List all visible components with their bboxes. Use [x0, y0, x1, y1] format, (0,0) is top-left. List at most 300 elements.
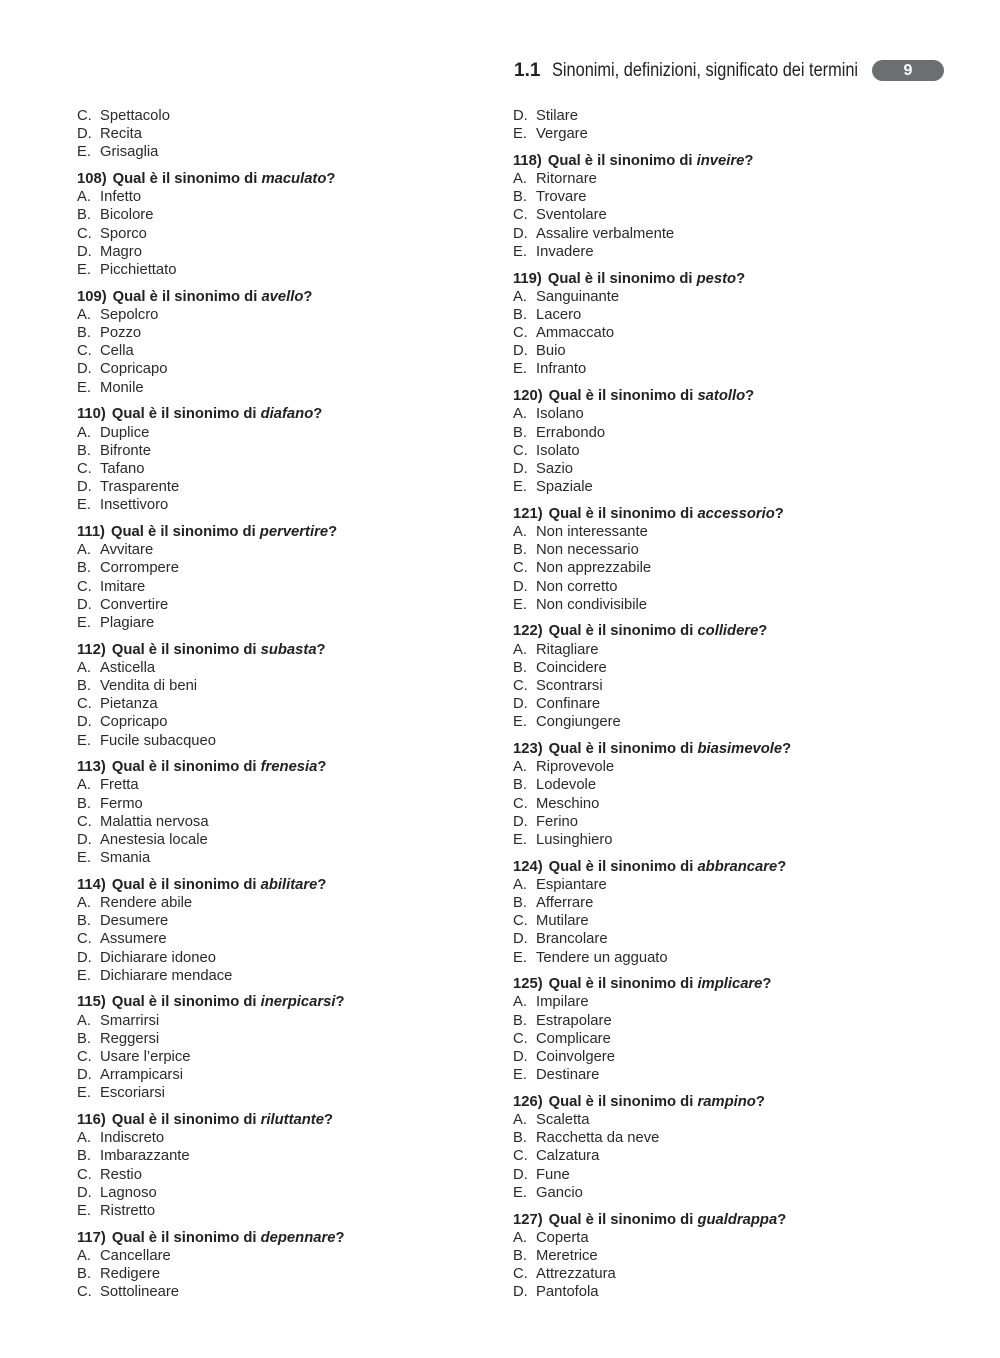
question-prompt: [77, 288, 477, 306]
option-letter: B.: [513, 895, 527, 911]
option-text: Confinare: [536, 696, 601, 713]
option-text: Reggersi: [100, 1030, 160, 1047]
option-letter: A.: [77, 1247, 91, 1264]
answer-option: [513, 795, 913, 813]
answer-option: [77, 478, 477, 496]
option-letter: A.: [513, 876, 527, 893]
option-text: Fermo: [100, 795, 143, 812]
question-prompt: [513, 975, 913, 993]
answer-option: [77, 143, 477, 161]
option-text: Sottolineare: [100, 1284, 179, 1301]
option-text: Mutilare: [536, 913, 589, 930]
answer-option: [77, 424, 477, 442]
option-text: Espiantare: [536, 876, 607, 893]
option-text: Usare l’erpice: [100, 1049, 191, 1065]
question-term: abilitare: [260, 876, 318, 893]
question-prompt: [513, 1211, 913, 1229]
question-prompt: [77, 993, 477, 1011]
answer-option: [513, 930, 913, 948]
option-letter: E.: [77, 850, 91, 867]
option-text: Cancellare: [100, 1247, 171, 1264]
question-number: 125): [513, 976, 543, 993]
question-mark: ?: [326, 171, 336, 188]
option-letter: D.: [513, 578, 528, 595]
option-letter: C.: [513, 677, 528, 694]
option-letter: E.: [513, 1184, 527, 1201]
question-term: pervertire: [259, 523, 329, 540]
option-letter: B.: [513, 1130, 527, 1147]
option-letter: B.: [77, 677, 91, 694]
question-mark: ?: [317, 876, 327, 893]
answer-option: [513, 1012, 913, 1030]
option-letter: A.: [513, 641, 527, 658]
option-letter: A.: [77, 424, 91, 441]
option-text: Isolano: [536, 406, 584, 423]
question-text: Qual è il sinonimo di: [111, 994, 261, 1011]
question-text: Qual è il sinonimo di: [111, 641, 261, 658]
question-term: inveire: [696, 152, 745, 169]
option-text: Coperta: [536, 1229, 589, 1246]
option-text: Bicolore: [100, 207, 154, 224]
option-letter: B.: [513, 306, 527, 323]
question-text: Qual è il sinonimo di: [112, 288, 262, 305]
option-letter: E.: [513, 243, 527, 260]
option-text: Congiungere: [536, 714, 621, 731]
question-term: diafano: [260, 406, 314, 423]
option-letter: C.: [77, 108, 92, 124]
option-text: Pantofola: [536, 1284, 599, 1301]
option-letter: B.: [513, 424, 527, 441]
answer-option: [77, 894, 477, 912]
answer-option: [77, 930, 477, 948]
answer-option: [77, 1066, 477, 1084]
answer-option: [513, 424, 913, 442]
option-letter: B.: [77, 1030, 91, 1047]
question-text: Qual è il sinonimo di: [548, 976, 698, 993]
option-letter: E.: [513, 1067, 527, 1084]
question-term: biasimevole: [697, 741, 783, 757]
option-letter: D.: [513, 696, 528, 713]
option-text: Assalire verbalmente: [536, 225, 675, 242]
answer-option: [77, 912, 477, 930]
option-text: Ferino: [536, 813, 578, 830]
answer-option: [513, 677, 913, 695]
answer-option: [513, 1166, 913, 1184]
option-text: Lusinghiero: [536, 831, 613, 848]
answer-option: [77, 1265, 477, 1283]
answer-option: [77, 967, 477, 985]
option-text: Lacero: [536, 306, 582, 323]
question-mark: ?: [777, 1211, 787, 1228]
answer-option: [77, 578, 477, 596]
question-number: 108): [77, 171, 107, 188]
answer-option: [77, 243, 477, 261]
option-text: Imitare: [100, 578, 146, 595]
option-letter: E.: [77, 1203, 91, 1219]
question-number: 120): [513, 388, 543, 405]
answer-option: [513, 206, 913, 224]
answer-option: [513, 1229, 913, 1247]
option-text: Dichiarare mendace: [100, 967, 233, 984]
option-text: Dichiarare idoneo: [100, 949, 216, 966]
option-letter: D.: [77, 714, 92, 731]
question-mark: ?: [744, 152, 754, 169]
answer-option: [77, 206, 477, 224]
option-text: Ristretto: [100, 1203, 156, 1219]
answer-option: [513, 1184, 913, 1202]
question-text: Qual è il sinonimo di: [547, 152, 697, 169]
option-letter: B.: [77, 207, 91, 224]
option-letter: D.: [77, 126, 92, 143]
option-text: Picchiettato: [100, 262, 177, 278]
question-text: Qual è il sinonimo di: [111, 1112, 261, 1129]
option-letter: A.: [513, 1112, 527, 1129]
option-text: Infetto: [100, 189, 142, 206]
question-number: 127): [513, 1211, 543, 1228]
answer-option: [77, 225, 477, 243]
option-letter: A.: [77, 189, 91, 206]
answer-option: [513, 1265, 913, 1283]
question-text: Qual è il sinonimo di: [111, 1229, 261, 1246]
question-mark: ?: [758, 623, 768, 640]
answer-option: [513, 1030, 913, 1048]
question-text: Qual è il sinonimo di: [548, 623, 698, 640]
option-letter: E.: [513, 479, 527, 496]
option-text: Copricapo: [100, 361, 168, 378]
question-mark: ?: [782, 741, 792, 757]
question-text: Qual è il sinonimo di: [111, 876, 261, 893]
option-letter: C.: [513, 913, 528, 930]
option-text: Riprovevole: [536, 759, 615, 776]
answer-option: [77, 949, 477, 967]
option-text: Avvitare: [100, 542, 154, 559]
answer-option: [513, 596, 913, 614]
answer-option: [77, 125, 477, 143]
answer-option: [513, 342, 913, 360]
option-letter: C.: [77, 1284, 92, 1301]
option-text: Pietanza: [100, 696, 158, 713]
question-mark: ?: [323, 1112, 333, 1129]
option-text: Lodevole: [536, 777, 597, 794]
question-number: 119): [513, 270, 542, 287]
option-text: Indiscreto: [100, 1130, 165, 1147]
answer-option: [513, 559, 913, 577]
question-term: pesto: [696, 270, 737, 287]
option-text: Tafano: [100, 460, 145, 477]
answer-option: [513, 641, 913, 659]
question-mark: ?: [335, 994, 345, 1011]
question-prompt: [513, 505, 913, 523]
option-letter: C.: [77, 460, 92, 477]
option-text: Complicare: [536, 1030, 611, 1047]
answer-option: [77, 1283, 477, 1301]
option-letter: A.: [77, 659, 91, 676]
option-text: Spettacolo: [100, 108, 170, 124]
option-letter: D.: [513, 1284, 528, 1301]
option-letter: D.: [77, 361, 92, 378]
answer-option: [513, 776, 913, 794]
option-text: Escoriarsi: [100, 1085, 165, 1102]
option-text: Fucile subacqueo: [100, 732, 216, 749]
answer-option: [77, 360, 477, 378]
option-letter: C.: [77, 1166, 92, 1183]
option-text: Recita: [100, 126, 142, 143]
answer-option: [513, 912, 913, 930]
question-prompt: [77, 523, 477, 541]
question-mark: ?: [755, 1093, 765, 1110]
question-text: Qual è il sinonimo di: [548, 1211, 698, 1228]
page-number-badge: 9: [872, 60, 944, 81]
option-letter: D.: [513, 1049, 528, 1065]
option-text: Pozzo: [100, 325, 142, 342]
option-letter: D.: [513, 813, 528, 830]
answer-option: [513, 876, 913, 894]
option-text: Smania: [100, 850, 151, 867]
answer-option: [513, 659, 913, 677]
question-text: Qual è il sinonimo di: [548, 858, 698, 875]
option-text: Malattia nervosa: [100, 813, 209, 830]
answer-option: [77, 541, 477, 559]
option-text: Fune: [536, 1166, 570, 1183]
option-letter: A.: [77, 1130, 91, 1147]
option-text: Ritornare: [536, 171, 597, 188]
answer-option: [513, 695, 913, 713]
option-letter: D.: [77, 596, 92, 613]
option-text: Impilare: [536, 994, 589, 1011]
question-term: collidere: [697, 623, 759, 640]
option-text: Trasparente: [100, 479, 180, 496]
option-letter: C.: [513, 1148, 528, 1165]
answer-option: [77, 460, 477, 478]
answer-option: [513, 1283, 913, 1301]
option-text: Estrapolare: [536, 1012, 612, 1029]
answer-option: [513, 813, 913, 831]
option-letter: C.: [513, 442, 528, 459]
option-letter: C.: [513, 207, 528, 224]
option-letter: A.: [77, 1012, 91, 1029]
option-letter: B.: [513, 659, 527, 676]
option-letter: A.: [77, 542, 91, 559]
option-letter: C.: [77, 1049, 92, 1065]
question-term: gualdrappa: [697, 1211, 778, 1228]
question-term: abbrancare: [697, 858, 778, 875]
answer-option: [77, 831, 477, 849]
option-text: Afferrare: [536, 895, 594, 911]
answer-option: [77, 379, 477, 397]
option-text: Imbarazzante: [100, 1148, 190, 1165]
answer-option: [77, 849, 477, 867]
option-text: Smarrirsi: [100, 1012, 160, 1029]
question-mark: ?: [317, 759, 327, 776]
answer-option: [77, 1129, 477, 1147]
question-prompt: [513, 387, 913, 405]
option-text: Ritagliare: [536, 641, 599, 658]
question-prompt: [513, 740, 913, 758]
question-term: frenesia: [260, 759, 318, 776]
option-text: Gancio: [536, 1184, 583, 1201]
answer-option: [77, 1247, 477, 1265]
option-letter: C.: [77, 578, 92, 595]
option-letter: C.: [513, 560, 528, 577]
option-letter: E.: [77, 732, 91, 749]
option-text: Assumere: [100, 931, 167, 948]
answer-option: [513, 949, 913, 967]
option-text: Coincidere: [536, 659, 607, 676]
question-prompt: [77, 876, 477, 894]
option-letter: B.: [77, 1266, 91, 1283]
option-letter: B.: [513, 189, 527, 206]
question-mark: ?: [316, 641, 326, 658]
answer-option: [513, 107, 913, 125]
answer-option: [77, 1012, 477, 1030]
question-text: Qual è il sinonimo di: [112, 171, 262, 188]
option-letter: C.: [513, 325, 528, 342]
option-letter: B.: [77, 560, 91, 577]
running-header: [514, 58, 944, 84]
option-text: Coinvolgere: [536, 1049, 615, 1065]
option-letter: B.: [513, 777, 527, 794]
option-letter: B.: [77, 795, 91, 812]
option-letter: E.: [77, 262, 91, 278]
answer-option: [77, 442, 477, 460]
option-letter: B.: [513, 542, 527, 559]
answer-option: [77, 1184, 477, 1202]
option-letter: D.: [513, 931, 528, 948]
option-text: Trovare: [536, 189, 587, 206]
question-number: 117): [77, 1229, 106, 1246]
option-text: Copricapo: [100, 714, 168, 731]
option-text: Asticella: [100, 659, 156, 676]
option-text: Destinare: [536, 1067, 600, 1084]
option-letter: E.: [77, 144, 91, 161]
answer-option: [513, 360, 913, 378]
answer-option: [513, 1147, 913, 1165]
option-letter: E.: [513, 714, 527, 731]
question-number: 112): [77, 641, 106, 658]
answer-option: [513, 225, 913, 243]
question-prompt: [513, 270, 913, 288]
question-term: implicare: [697, 976, 763, 993]
question-term: accessorio: [697, 505, 775, 522]
question-number: 118): [513, 152, 542, 169]
option-letter: E.: [513, 126, 527, 143]
option-text: Redigere: [100, 1266, 161, 1283]
question-number: 116): [77, 1112, 106, 1129]
answer-option: [513, 405, 913, 423]
option-text: Sporco: [100, 225, 147, 242]
question-term: satollo: [697, 388, 746, 405]
question-prompt: [77, 1229, 477, 1247]
section-title: Sinonimi, definizioni, significato dei termini: [552, 60, 859, 81]
question-mark: ?: [774, 505, 784, 522]
answer-option: [513, 578, 913, 596]
option-text: Spaziale: [536, 479, 593, 496]
question-term: riluttante: [260, 1112, 324, 1129]
answer-option: [513, 1247, 913, 1265]
option-letter: A.: [513, 523, 527, 540]
option-text: Lagnoso: [100, 1184, 157, 1201]
option-text: Brancolare: [536, 931, 608, 948]
option-letter: D.: [513, 1166, 528, 1183]
option-letter: D.: [77, 1067, 92, 1084]
question-text: Qual è il sinonimo di: [548, 505, 698, 522]
answer-option: [513, 170, 913, 188]
option-text: Scontrarsi: [536, 677, 603, 694]
question-prompt: [77, 170, 477, 188]
option-letter: D.: [77, 831, 92, 848]
option-text: Meschino: [536, 795, 600, 812]
option-letter: E.: [513, 361, 527, 378]
option-letter: C.: [513, 1266, 528, 1283]
option-text: Vergare: [536, 126, 588, 143]
answer-option: [513, 478, 913, 496]
answer-option: [77, 732, 477, 750]
option-letter: A.: [77, 777, 91, 794]
question-mark: ?: [335, 1229, 345, 1246]
option-letter: D.: [77, 949, 92, 966]
option-text: Sazio: [536, 460, 574, 477]
answer-option: [77, 1030, 477, 1048]
option-letter: D.: [77, 243, 92, 260]
answer-option: [513, 306, 913, 324]
option-letter: C.: [77, 813, 92, 830]
option-letter: E.: [77, 967, 91, 984]
option-text: Rendere abile: [100, 895, 193, 911]
answer-option: [77, 559, 477, 577]
option-letter: E.: [513, 831, 527, 848]
option-text: Non interessante: [536, 523, 648, 540]
question-text: Qual è il sinonimo di: [111, 406, 261, 423]
question-prompt: [513, 152, 913, 170]
option-text: Grisaglia: [100, 144, 159, 161]
answer-option: [513, 523, 913, 541]
answer-option: [77, 1084, 477, 1102]
option-text: Calzatura: [536, 1148, 600, 1165]
question-text: Qual è il sinonimo di: [110, 523, 260, 540]
option-text: Magro: [100, 243, 142, 260]
answer-option: [513, 541, 913, 559]
answer-option: [77, 188, 477, 206]
question-text: Qual è il sinonimo di: [548, 388, 698, 405]
option-text: Tendere un agguato: [536, 949, 668, 966]
option-letter: B.: [77, 1148, 91, 1165]
question-text: Qual è il sinonimo di: [548, 741, 698, 757]
option-letter: A.: [513, 994, 527, 1011]
option-letter: D.: [77, 1184, 92, 1201]
option-letter: E.: [513, 949, 527, 966]
question-mark: ?: [303, 288, 313, 305]
option-text: Bifronte: [100, 442, 151, 459]
option-letter: A.: [77, 306, 91, 323]
option-text: Meretrice: [536, 1247, 598, 1264]
option-text: Non apprezzabile: [536, 560, 652, 577]
option-text: Sventolare: [536, 207, 607, 224]
answer-option: [513, 1129, 913, 1147]
option-text: Attrezzatura: [536, 1266, 616, 1283]
left-column: [77, 107, 477, 1301]
answer-option: [77, 1166, 477, 1184]
question-prompt: [77, 758, 477, 776]
option-text: Invadere: [536, 243, 594, 260]
answer-option: [513, 442, 913, 460]
answer-option: [77, 659, 477, 677]
question-number: 122): [513, 623, 543, 640]
option-letter: E.: [513, 596, 527, 613]
option-letter: D.: [77, 479, 92, 496]
option-letter: D.: [513, 343, 528, 360]
question-text: Qual è il sinonimo di: [111, 759, 261, 776]
answer-option: [77, 776, 477, 794]
